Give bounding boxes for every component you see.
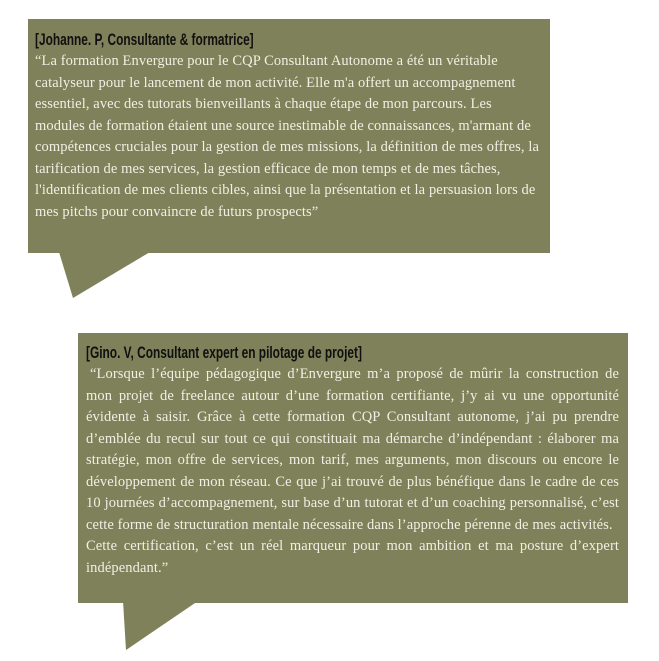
speech-bubble-tail-shape (59, 252, 150, 298)
testimonial-quote-johanne: “La formation Envergure pour le CQP Consultant Autonome a été un véritable catalyseur pour le lancement de mon activité. Elle m'a offert un accompagnement essentiel, avec des tutorats bienveillants à chaque étape de mon parcours. Les modules de formation étaient une source inestimable de connaissances, m'armant de compétences cruciales pour la gestion de mes missions, la définition de mes offres, la tarification de mes services, la gestion efficace de mon temps et de mes tâches, l'identification de mes clients cibles, ainsi que la présentation et la persuasion lors de mes pitchs pour convaincre de futurs prospects” (35, 53, 540, 220)
speech-bubble-tail-shape (123, 601, 198, 650)
testimonial-bubble-johanne (28, 19, 550, 253)
testimonial-quote-gino-paragraph-2: Cette certification, c’est un réel marqueur pour mon ambition et ma posture d’expert indépendant.” (86, 538, 619, 576)
speech-bubble-tail (123, 601, 198, 651)
testimonial-author-johanne: [Johanne. P, Consultante & formatrice] (35, 30, 254, 49)
testimonial-bubble-gino (78, 333, 628, 603)
testimonial-author-gino: [Gino. V, Consultant expert en pilotage de projet] (86, 343, 362, 362)
speech-bubble-tail (59, 252, 150, 298)
testimonial-quote-gino-paragraph-1: “Lorsque l’équipe pédagogique d’Envergure m’a proposé de mûrir la construction de mon projet de freelance autour d’une formation certifiante, j’y ai vu une opportunité évidente à saisir. Grâce à cette formation CQP Consultant autonome, j’ai pu prendre d’emblée du recul sur tout ce qui constituait ma démarche d’indépendant : élaborer ma stratégie, mon offre de services, mon tarif, mes arguments, mon discours ou encore le développement de mon réseau. Ce que j’ai trouvé de plus bénéfique dans le cadre de ces 10 journées d’accompagnement, sur base d’un tutorat et d’un coaching personnalisé, c’est cette forme de structuration mentale nécessaire dans l’approche pérenne de mes activités. (86, 366, 619, 533)
